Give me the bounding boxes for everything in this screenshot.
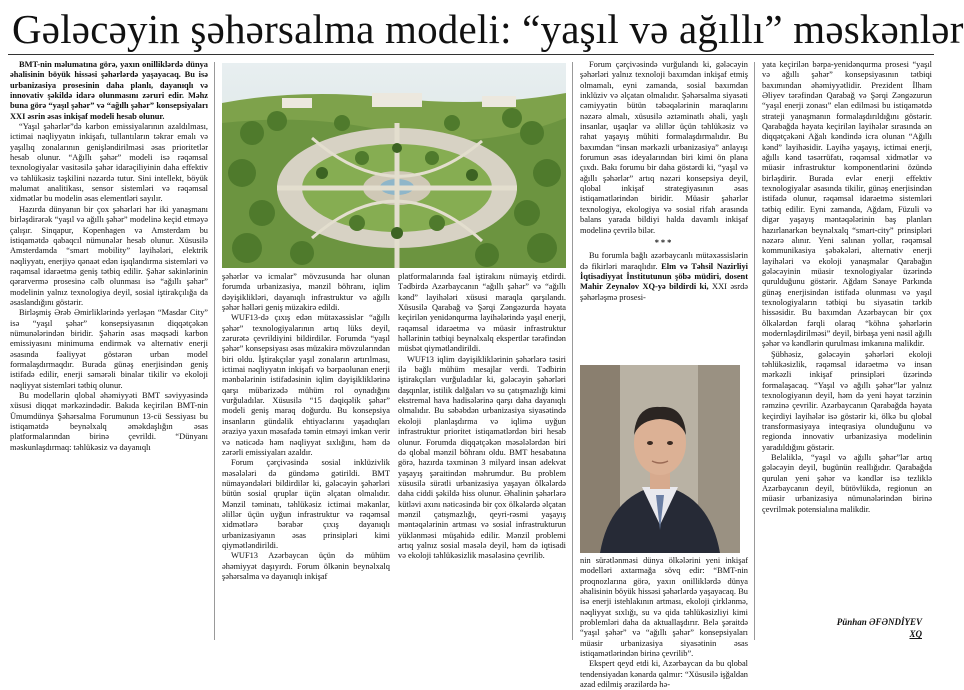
paragraph: Birləşmiş Ərəb Əmirliklərində yerləşən “Masdar City” isə “yaşıl şəhər” konsepsiyasının diqqətçəkən nümunələrindən biridir. Şəhərin əsas məqsədi karbon emissiyasını minimuma endirmək və alternativ enerji əsasında fəaliyyət göstərən urban model formalaşdırmaqdır. Burada günəş enerjisindən geniş istifadə edilir, enerji səmərəli binalar tikilir və ekoloji nəqliyyat sistemləri tətbiq olunur. [10,308,208,390]
paragraph: Forum çərçivəsində vurğulandı ki, gələcəyin şəhərləri yalnız texnoloji baxımdan inkişaf etmiş olmamalı, eyni zamanda, sosial baxımdan inklüziv və əlçatan olmalıdır. Şəhərsalma siyasəti cəmiyyətin bütün təbəqələrinin maraqlarını nəzərə almalı, xüsusilə əztəminatlı əhali, yaşlı insanlar, uşaqlar və əlillər üçün təhlükəsiz və rahat yaşayış mühiti formalaşdırmalıdır. Bu baxımdan “insan mərkəzli urbanizasiya” anlayışı forumun əsas ideyalarından biri kimi ön plana çıxdı. Bakı forumu bir daha göstərdi ki, “yaşıl və ağıllı şəhərlər” artıq nəzəri konsepsiya deyil, qlobal inkişaf strategiyasının əsas istiqamətlərindən biridir. Müasir şəhərlər texnologiya, ekologiya və sosial rifah arasında balans yarada bildiyi halda davamlı inkişaf modelinə çevrilə bilər. [580,60,748,235]
intro-text: Bu forumla bağlı azərbaycanlı mütəxəssislərin də fikirləri maraqlıdır. [580,251,748,271]
author-name: Pünhan ƏFƏNDİYEV [836,617,922,627]
column-1 [10,60,208,640]
column-4 [580,60,748,364]
paragraph: WUF13-də çıxış edən mütəxəssislər “ağıllı şəhər” texnologiyalarının artıq lüks deyil, zərurətə çevrildiyini bildirdilər. Forumda “yaşıl şəhər” konsepsiyası əsas müzakirə mövzularından biri oldu. İştirakçılar yaşıl zonaların artırılması, ictimai nəqliyyatın inkişafı və bərpaolunan enerji mənbələrinin istifadəsinin iqlim dəyişikliklərinə qarşı mübarizədə mühüm rol oynadığını vurğuladılar. Xüsusilə “15 dəqiqəlik şəhər” modeli geniş maraq doğurdu. Bu konsepsiya insanların gündəlik ehtiyaclarını yaşadıqları əraziyə yaxın məsafədə təmin etməyi imkan verir və nəticədə həm nəqliyyat sıxlığını, həm də zərərli emissiyaları azaldır. [222,313,390,457]
man-in-suit-portrait [580,365,740,553]
paragraph: yata keçirilən bərpa-yenidənqurma prosesi “yaşıl və ağıllı şəhər” konsepsiyasının tətbiqi baxımından əhəmiyyətlidir. Prezident İlham Əliyev tərəfindən Qarabağ və Şərqi Zəngəzurun “yaşıl enerji zonası” elan edilməsi bu istiqamətdə strateji yanaşmanın formalaşdırıldığını göstərir. Qarabağda həyata keçirilən layihələr sırasında ən diqqətçəkəni Ağalı kəndində icra olunan “Ağıllı kənd” layihəsidir. Layihə yaşayış, ictimai enerji, ağıllı kənd təsərrüfatı, rəqəmsal xidmətlər və müasir infrastruktur komponentlərini özündə birləşdirir. Burada evlər enerji effektiv texnologiyalar əsasında tikilir, günəş enerjisindən istifadə olunur, rəqəmsal idarəetmə sistemləri tətbiq edilir. Eyni zamanda, Ağdam, Füzuli və digər yaşayış məntəqələrinin baş planları hazırlanarkən beynəlxalq “smart-city” prinsipləri nəzərə alınır. Yeni salınan yollar, rəqəmsal kommunikasiya şəbəkələri, alternativ enerji layihələri və ekoloji yanaşmalar Qarabağın gələcəyinin müasir texnologiyalar üzərində qurulduğunu göstərir. Ağdam Sənaye Parkında günəş enerjisindən istifadə olunması və yaşıl texnologiyaların tətbiqi bu siyasətin tərkib hissəsidir. Bu baxımdan Azərbaycan bir çox ölkələrdən fərqli olaraq “köhnə şəhərlərin modernləşdirilməsi” deyil, birbaşa yeni nəsil ağıllı şəhər və kəndlərin qurulması imkanına malikdir. [762,60,932,349]
title-rule [8,54,934,55]
paragraph: Hazırda dünyanın bir çox şəhərləri hər iki yanaşmanı birləşdirərək “yaşıl və ağıllı şəhər” modelinə keçid etməyə çalışır. Sinqapur, Kopenhagen və Amsterdam bu istiqamətdə qabaqcıl nümunələr hesab olunur. Xüsusilə Amsterdamda “smart mobility” layihələri, elektrik nəqliyyatı, enerjiyə qənaət edən işıqlandırma sistemləri və rəqəmsal idarəetmə geniş tətbiq edilir. Şəhər sakinlərinin qərarvermə prosesinə cəlb olunması isə “ağıllı şəhər” modelinin yalnız texnologiya deyil, sosial iştirakçılığa da əsaslandığını göstərir. [10,204,208,307]
section-separator: *** [654,237,674,247]
paragraph [580,251,748,303]
column-divider [754,62,755,640]
paragraph: WUF13 iqlim dəyişikliklərinin şəhərlərə təsiri ilə bağlı mühüm mesajlar verdi. Tədbirin iştirakçıları vurğuladılar ki, gələcəyin şəhərləri daşqınlar, istilik dalğaları və su çatışmazlığı kimi ekstremal hava hadisələrinə qarşı daha dayanıqlı olmalıdır. Bu səbəbdən urbanizasiya siyasətində ekoloji planlaşdırma və iqlimə uyğun infrastruktur prioritet istiqamətlərdən biri hesab olunur. Forumda diqqətçəkən məsələlərdən biri də qlobal mənzil böhranı oldu. BMT hesabatına görə, hazırda təxminən 3 milyard insan adekvat yaşayış şəraitindən məhrumdur. Bu problem xüsusilə sürətli urbanizasiya yaşayan ölkələrdə daha ciddi şəkildə hiss olunur. Əhalinin şəhərlərə kütləvi axını nəticəsində bir çox ölkələrdə əlçatan mənzil çatışmazlığı, qeyri-rəsmi yaşayış məntəqələrinin artması və sosial infrastrukturun yüklənməsi müşahidə edilir. Mənzil problemi artıq yalnız sosial məsələ deyil, həm də iqtisadi və ekoloji təhlükəsizlik məsələsinə çevrilib. [398,354,566,561]
paragraph: “Yaşıl şəhərlər”də karbon emissiyalarının azaldılması, ictimai nəqliyyatın inkişafı, tullantıların təkrar emalı və yaşıllıq zonalarının genişləndirilməsi əsas prioritetlər hesab olunur. “Ağıllı şəhər” modeli isə rəqəmsal texnologiyalar vasitəsilə şəhər idarəçiliyinin daha effektiv və təhlükəsiz təşkilini nəzərdə tutur. Sini intellekt, böyük məlumat analitikası, sensor sistemləri və rəqəmsal xidmətlər bu modelin əsas elementləri sayılır. [10,122,208,204]
paragraph: platformalarında fəal iştirakını nümayiş etdirdi. Tədbirdə Azərbaycanın “ağıllı şəhər” və “ağıllı kənd” layihələri xüsusi maraqla qarşılandı. Xüsusilə Qarabağ və Şərqi Zəngəzurda həyata keçirilən yenidənqurma layihələrində yaşıl enerji, rəqəmsal idarəetmə və müasir infrastruktur həllərinin tətbiqi beynəlxalq ekspertlər tərəfindən müsbət qiymətləndirildi. [398,272,566,354]
publication-abbrev: XQ [909,629,922,639]
article-lead: BMT-nin məlumatına görə, yaxın onilliklərdə dünya əhalisinin böyük hissəsi şəhərlərdə yaşayacaq. Bu isə urbanizasiya prosesinin daha planlı, dayanıqlı və innovativ şəkildə idarə olunmasını zəruri edir. Məhz buna görə “yaşıl şəhər” və “ağıllı şəhər” konsepsiyaları XXI əsrin əsas inkişaf modeli hesab olunur. [10,60,208,121]
column-divider [214,62,215,640]
column-divider [572,62,573,640]
paragraph: nin sürətlənməsi dünya ölkələrini yeni inkişaf modelləri axtarmağa sövq edir: “BMT-nin proqnozlarına görə, yaxın onilliklərdə dünya əhalisinin böyük hissəsi şəhərlərdə yaşayacaq. Bu isə enerji istehlakının artması, ekoloji çirklənmə, nəqliyyat sıxlığı, su və qida təhlükəsizliyi kimi problemləri daha da aktuallaşdırır. Belə şəraitdə “yaşıl şəhər” və “ağıllı şəhər” konsepsiyaları müasir urbanizasiya siyasətinin əsas istiqamətlərindən birinə çevrilib”. [580,556,748,659]
paragraph: Ekspert qeyd etdi ki, Azərbaycan da bu qlobal tendensiyadan kənarda qalmır: “Xüsusilə işğaldan azad edilmiş ərazilərdə hə- [580,659,748,690]
author-signature [722,616,922,640]
column-5 [762,60,932,612]
expert-portrait-image [580,365,740,553]
column-2 [222,272,390,640]
park-rendering-image [222,63,566,268]
park-rendering-illustration [222,63,566,268]
paragraph: WUF13 Azərbaycan üçün də mühüm əhəmiyyət daşıyırdı. Forum ölkənin beynəlxalq şəhərsalma və dayanıqlı inkişaf [222,551,390,581]
article-title: Gələcəyin şəhərsalma modeli: “yaşıl və ağıllı” məskənlər [12,6,964,52]
paragraph: şəhərlər və icmalar” mövzusunda hər olunan forumda urbanizasiya, mənzil böhranı, iqlim dəyişiklikləri, dayanıqlı infrastruktur və ağıllı şəhər həlləri geniş müzakirə edildi. [222,272,390,313]
column-3 [398,272,566,640]
expert-intro: Elm və Təhsil Nazirliyi İqtisadiyyat İnstitutunun şöbə müdiri, dosent Mahir Zeynalov XQ-yə bildirdi ki, [580,261,748,292]
paragraph: Forum çərçivəsində sosial inklüzivlik məsələləri də gündəmə gətirildi. BMT nümayəndələri bildirdilər ki, gələcəyin şəhərləri bütün sosial qruplar üçün əlçatan olmalıdır. Mənzil təminatı, təhlükəsiz ictimai məkanlar, əlillər üçün uyğun infrastruktur və rəqəmsal xidmətlərə bərabər çıxış dayanıqlı urbanizasiyanın əsas prinsipləri kimi qiymətləndirildi. [222,458,390,550]
paragraph: Şübhəsiz, gələcəyin şəhərləri ekoloji təhlükəsizlik, rəqəmsal idarəetmə və insan mərkəzli inkişaf prinsipləri üzərində formalaşacaq. “Yaşıl və ağıllı şəhər”lər yalnız texnologiyanın deyil, həm də yeni həyat tərzinin rəmzinə çevrilir. Azərbaycanın Qarabağda həyata keçirdiyi layihələr isə göstərir ki, ölkə bu qlobal transformasiyaya inteqrasiya olunduğunu və regionda innovativ urbanizasiya modelinin yaradıldığını göstərir. [762,349,932,452]
intro-continuation: XXI əsrdə şəhərləşmə prosesi- [580,282,749,302]
paragraph: Beləliklə, “yaşıl və ağıllı şəhər”lər artıq gələcəyin deyil, bugünün reallığıdır. Qarabağda qurulan yeni şəhər və kəndlər isə tezliklə Azərbaycanın deyil, bütövlükdə, regionun ən müasir urbanizasiya nümunələrindən birinə çevrilmək potensialına malikdir. [762,453,932,514]
paragraph: Bu modellərin qlobal əhəmiyyəti BMT səviyyəsində xüsusi diqqət mərkəzindədir. Bakıda keçirilən BMT-nin Ümumdünya Şəhərsalma Forumunun 13-cü Sessiyası bu istiqamətdə beynəlxalq əməkdaşlığın əsas platformalarından birinə çevrildi. “Dünyanı məskunlaşdırmaq: təhlükəsiz və dayanıqlı [10,391,208,452]
